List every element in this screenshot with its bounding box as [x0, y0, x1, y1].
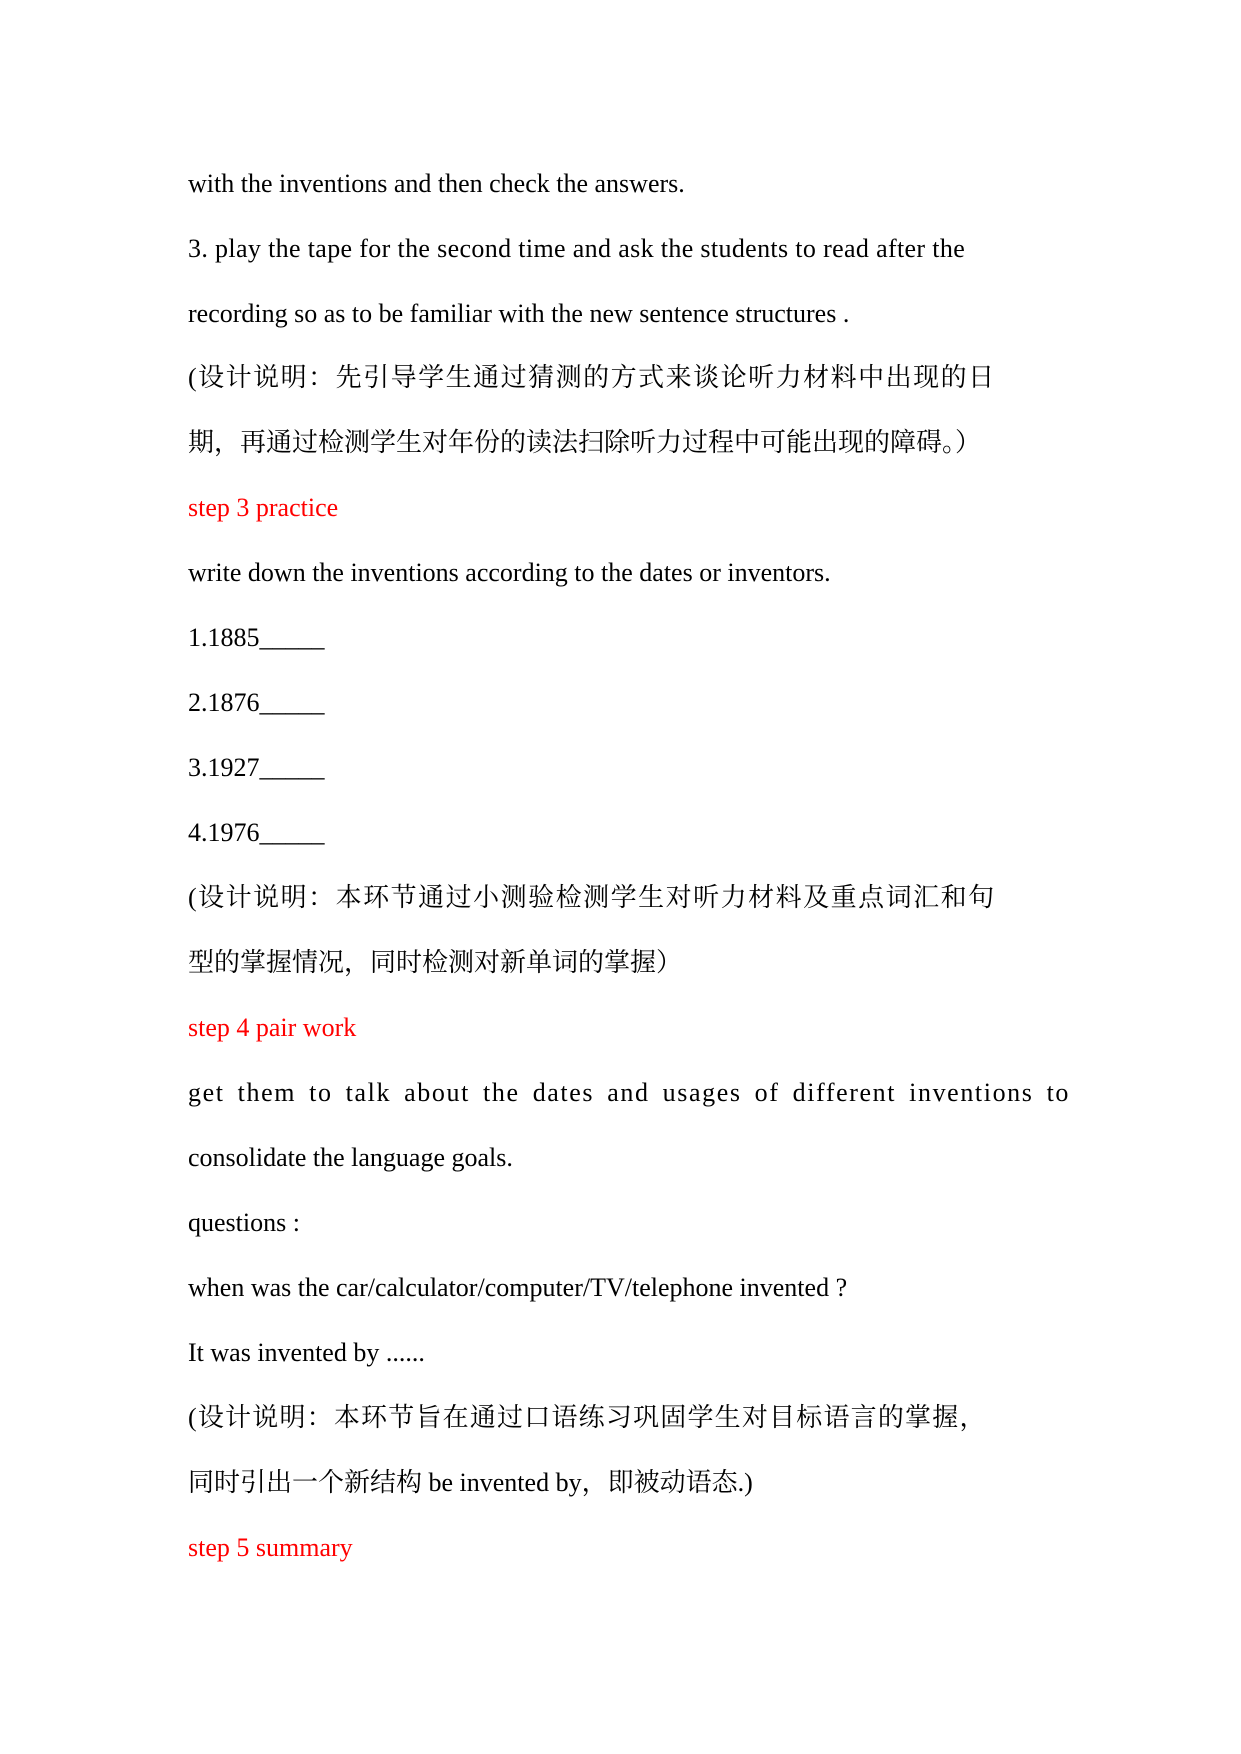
design-note-line: (设计说明：先引导学生通过猜测的方式来谈论听力材料中出现的日 [188, 363, 996, 392]
answer-line: It was invented by ...... [188, 1338, 425, 1367]
design-note-line: (设计说明：本环节旨在通过口语练习巩固学生对目标语言的掌握， [188, 1403, 987, 1432]
exercise-item: 3.1927_____ [188, 753, 325, 782]
design-note-line: 型的掌握情况，同时检测对新单词的掌握） [188, 948, 683, 977]
paragraph-line: consolidate the language goals. [188, 1143, 513, 1172]
questions-label: questions : [188, 1208, 300, 1237]
paragraph-line: recording so as to be familiar with the new sentence structures . [188, 299, 850, 328]
paragraph-line: 3. play the tape for the second time and ask the students to read after the [188, 234, 966, 263]
step-heading: step 4 pair work [188, 1013, 357, 1042]
exercise-item: 4.1976_____ [188, 818, 325, 847]
question-line: when was the car/calculator/computer/TV/telephone invented ? [188, 1273, 848, 1302]
paragraph-line: with the inventions and then check the answers. [188, 169, 685, 198]
design-note-line: 期，再通过检测学生对年份的读法扫除听力过程中可能出现的障碍。） [188, 428, 982, 457]
design-note-line: (设计说明：本环节通过小测验检测学生对听力材料及重点词汇和句 [188, 883, 996, 912]
design-note-line: 同时引出一个新结构 be invented by，即被动语态.) [188, 1468, 753, 1497]
step-heading: step 5 summary [188, 1533, 353, 1562]
paragraph-line: get them to talk about the dates and usages of different inventions to [188, 1078, 1071, 1107]
exercise-item: 1.1885_____ [188, 623, 325, 652]
instruction-line: write down the inventions according to the dates or inventors. [188, 558, 831, 587]
exercise-item: 2.1876_____ [188, 688, 325, 717]
step-heading: step 3 practice [188, 493, 339, 522]
